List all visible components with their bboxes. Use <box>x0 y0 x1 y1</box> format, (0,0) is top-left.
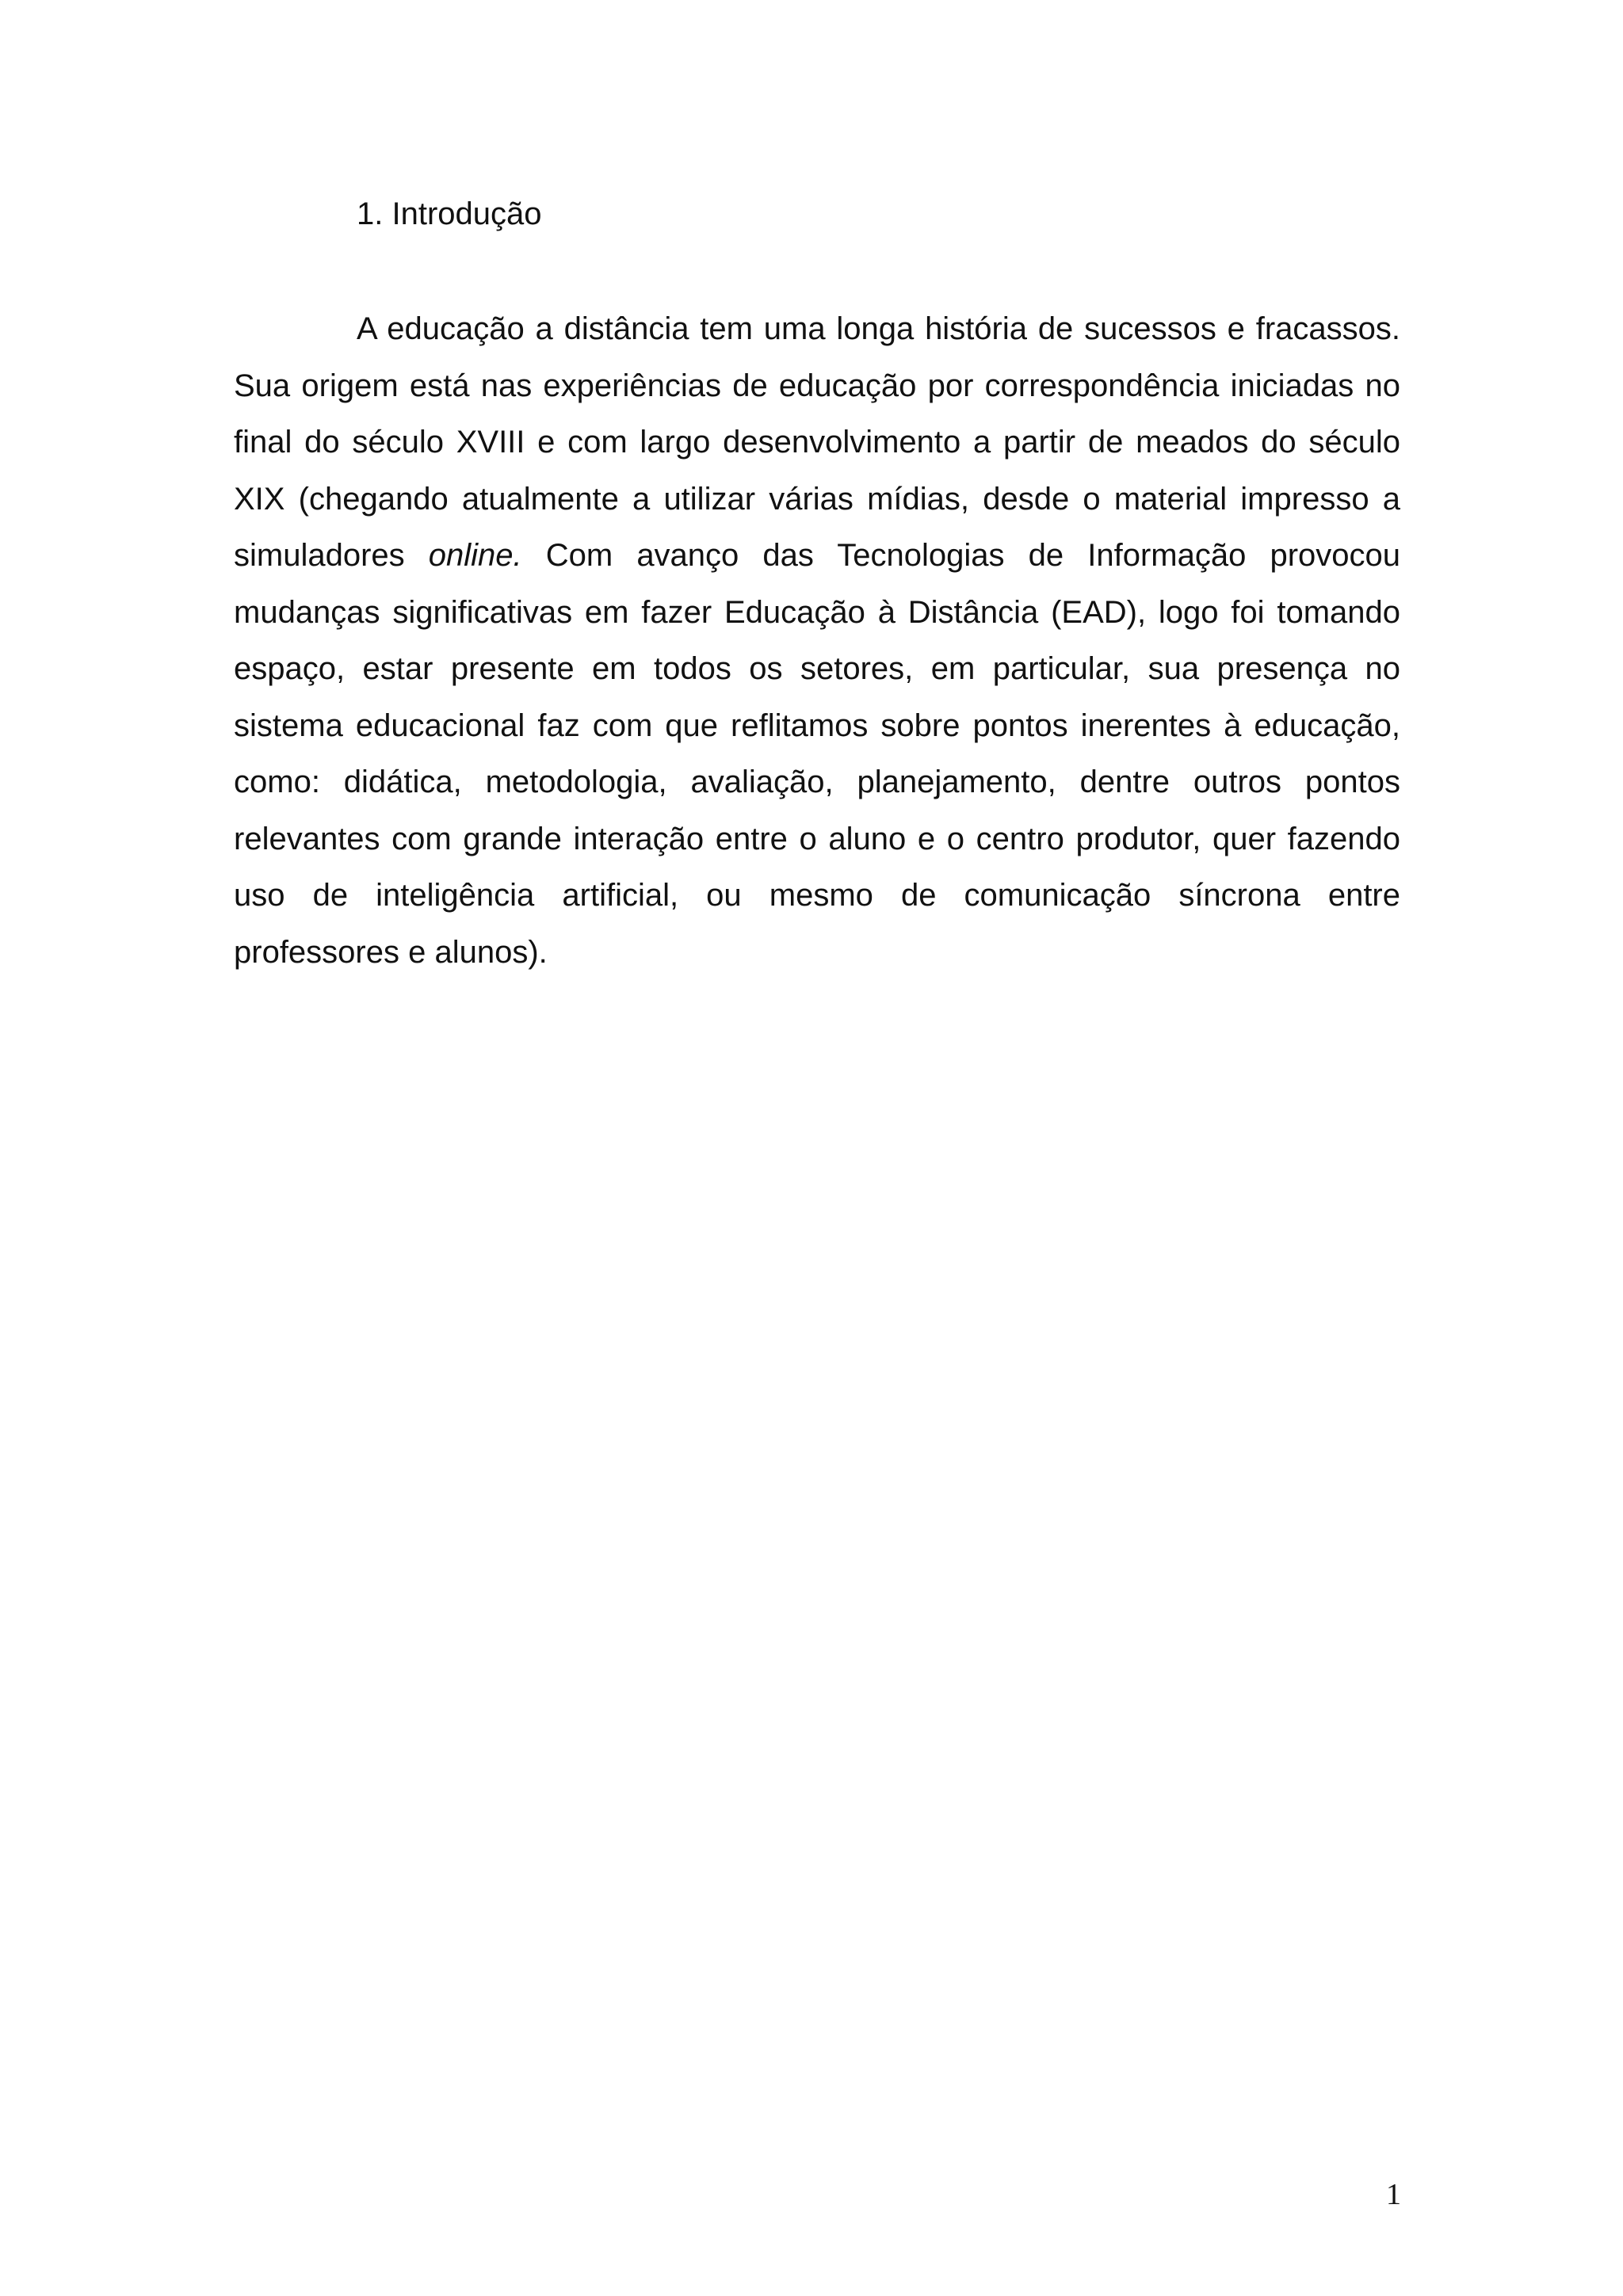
section-heading: 1. Introdução <box>357 196 542 231</box>
paragraph-emphasis: online. <box>428 538 522 573</box>
paragraph-text-part2: Com avanço das Tecnologias de Informação provocou mudanças significativas em fazer Educação à Distância (EAD), logo foi tomando espaço, estar presente em todos os setores, em particular, sua presença no sistema educacional faz com que reflitamos sobre pontos inerentes à educação, como: didática, metodologia, avaliação, planejamento, dentre outros pontos relevantes com grande interação entre o aluno e o centro produtor, quer fazendo uso de inteligência artificial, ou mesmo de comunicação síncrona entre professores e alunos). <box>234 538 1401 970</box>
paragraph-text-part1: A educação a distância tem uma longa história de sucessos e fracassos. Sua origem está nas experiências de educação por correspondência iniciadas no final do século XVIII e com largo desenvolvimento a partir de meados do século XIX (chegando atualmente a utilizar várias mídias, desde o material impresso a simuladores <box>234 311 1400 573</box>
intro-paragraph <box>234 301 1400 981</box>
page-number: 1 <box>1386 2178 1401 2211</box>
